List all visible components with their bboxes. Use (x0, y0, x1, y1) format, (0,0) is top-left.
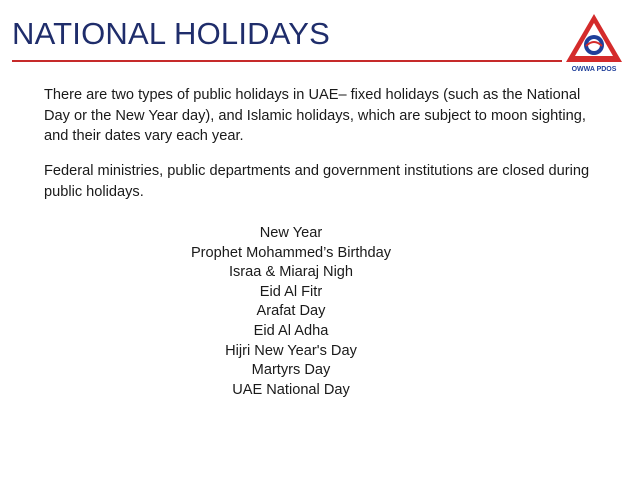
holiday-item: Prophet Mohammed’s Birthday (190, 244, 392, 261)
holiday-item: Eid Al Adha (253, 322, 329, 339)
intro-paragraph: There are two types of public holidays in UAE– fixed holidays (such as the National Day or the New Year day), and Islamic holidays, which are subject to moon sighting, and their dates vary each year. (44, 87, 586, 144)
slide-title: NATIONAL HOLIDAYS (12, 16, 331, 51)
owwa-logo (562, 10, 626, 74)
holiday-item: Hijri New Year's Day (225, 342, 357, 359)
title-underline (12, 60, 562, 62)
holiday-item: Israa & Miaraj Nigh (228, 264, 354, 281)
holiday-item: Arafat Day (256, 303, 326, 320)
closure-paragraph: Federal ministries, public departments and government institutions are closed during public holidays. (44, 163, 590, 200)
holiday-item: New Year (259, 225, 323, 241)
holiday-list (0, 224, 582, 400)
holiday-item: Martyrs Day (251, 362, 331, 379)
logo-text: OWWA PDOS (571, 66, 617, 73)
holiday-item: UAE National Day (232, 381, 350, 398)
holiday-item: Eid Al Fitr (259, 283, 323, 300)
